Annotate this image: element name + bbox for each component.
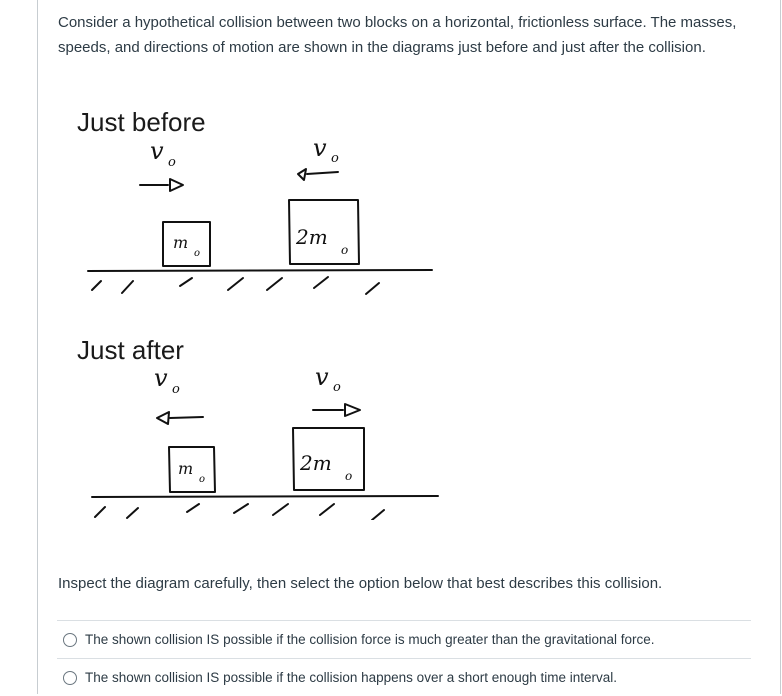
after-right-arrow-right-icon	[313, 404, 360, 416]
svg-text:m: m	[173, 233, 189, 252]
after-title: Just after	[77, 335, 184, 365]
svg-text:o: o	[333, 380, 341, 395]
answer-option-1[interactable]	[57, 620, 751, 658]
before-block-m0	[163, 222, 210, 266]
instruction-text: Inspect the diagram carefully, then select the option below that best describes this collision.	[58, 575, 663, 592]
svg-text:o: o	[168, 155, 176, 170]
after-block-2m0	[293, 428, 364, 490]
answer-option-2[interactable]	[57, 658, 751, 696]
svg-text:o: o	[199, 474, 206, 485]
before-left-speed-label	[150, 137, 176, 170]
after-right-speed-label	[315, 363, 341, 395]
answer-option-2-label: The shown collision IS possible if the collision happens over a short enough time interval.	[85, 670, 618, 685]
after-block-m0	[169, 447, 215, 492]
before-right-arrow-left-icon	[298, 169, 338, 180]
svg-text:o: o	[331, 151, 339, 166]
before-ground	[88, 270, 432, 294]
svg-text:2m: 2m	[296, 225, 328, 249]
answer-list	[57, 620, 751, 696]
question-text: Consider a hypothetical collision between two blocks on a horizontal, frictionless surface. The masses, speeds, and directions of motion are shown in the diagrams just before and just after the collision.	[58, 14, 737, 56]
radio-button-1[interactable]	[63, 633, 77, 647]
answer-option-1-label: The shown collision IS possible if the collision force is much greater than the gravitational force.	[85, 632, 655, 647]
after-ground	[92, 496, 438, 520]
before-left-arrow-right-icon	[140, 179, 183, 191]
before-title: Just before	[77, 107, 206, 137]
svg-text:v: v	[154, 364, 168, 392]
svg-text:v: v	[315, 363, 329, 391]
before-block-2m0	[289, 200, 359, 264]
svg-text:v: v	[150, 137, 164, 165]
svg-text:o: o	[341, 243, 349, 257]
svg-text:o: o	[194, 248, 201, 259]
after-left-arrow-left-icon	[157, 412, 203, 424]
collision-diagram	[70, 100, 450, 520]
svg-text:2m: 2m	[300, 451, 332, 475]
svg-text:m: m	[178, 459, 194, 478]
svg-text:v: v	[313, 134, 327, 162]
svg-text:o: o	[345, 469, 353, 483]
after-left-speed-label	[154, 364, 180, 397]
before-right-speed-label	[313, 134, 339, 166]
svg-text:o: o	[172, 382, 180, 397]
radio-button-2[interactable]	[63, 671, 77, 685]
